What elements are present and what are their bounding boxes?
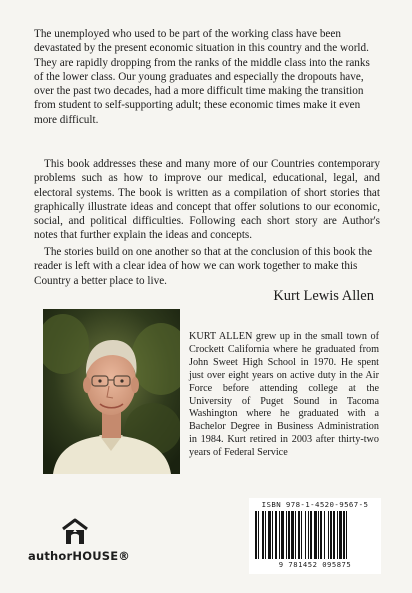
blurb-paragraph-2: This book addresses these and many more of our Countries contemporary problems such as how to improve our medical, educational, legal, and electoral systems. The book is written as a compilation of short stories that graphically illustrate ideas and concept that offer solutions to our economic, social, and political difficulties. Following each short story are Author's notes that further explain the ideas and concepts. bbox=[34, 158, 380, 242]
publisher-name: authorHOUSE® bbox=[28, 549, 130, 563]
barcode-bars bbox=[255, 511, 375, 559]
author-portrait-image bbox=[43, 309, 180, 474]
isbn-barcode bbox=[249, 498, 381, 574]
isbn-number: ISBN 978-1-4520-9567-5 bbox=[261, 500, 369, 509]
author-bio: KURT ALLEN grew up in the small town of Crockett California where he graduated from John Sweet High School in 1970. He spent just over eight years on active duty in the Air Force before attending college at the University of Puget Sound in Tacoma Washington where he graduated with a Bachelor Degree in Business Administration in 1984. Kurt retired in 2003 after thirty-two years of Federal Service bbox=[189, 331, 379, 459]
blurb-paragraph-3: The stories build on one another so that at the conclusion of this book the reader is left with a clear idea of how we can work together to make this Country a better place to live. bbox=[34, 246, 373, 287]
blurb-paragraph-1: The unemployed who used to be part of the working class have been devastated by the present economic situation in this country and the world. They are rapidly dropping from the ranks of the middle class into the ranks of the lower class. Our young graduates and especially the dropouts have, over the past two decades, had a more difficult time making the transition from student to self-supporting adult; these economic times make it even more difficult. bbox=[34, 28, 370, 126]
author-photo bbox=[43, 309, 180, 474]
authorhouse-logo-icon bbox=[40, 517, 110, 545]
author-signature: Kurt Lewis Allen bbox=[273, 288, 374, 304]
ean-digits: 9 781452 095875 bbox=[278, 560, 352, 569]
